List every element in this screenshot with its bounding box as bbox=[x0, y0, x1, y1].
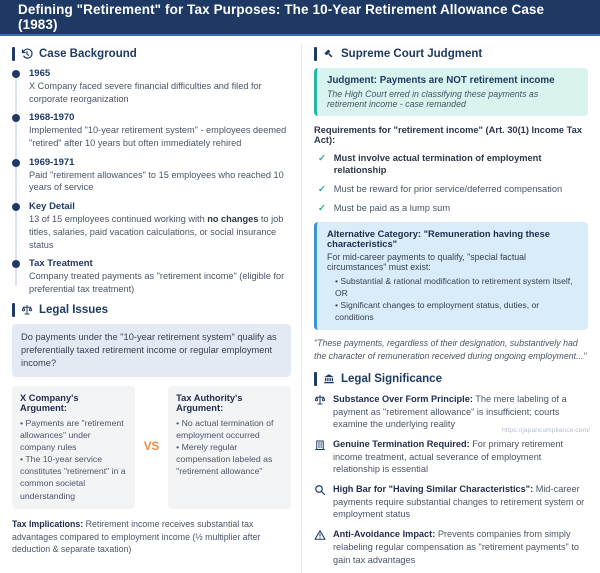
timeline-dot bbox=[12, 70, 20, 78]
requirement-item bbox=[314, 183, 588, 195]
timeline-item bbox=[29, 112, 291, 149]
significance-text: Anti-Avoidance Impact: Prevents companies from simply relabeling regular compensation as "retirement payments" to gain tax advantages bbox=[333, 529, 580, 565]
case-background-header bbox=[12, 47, 291, 61]
section-title: Case Background bbox=[39, 48, 137, 60]
timeline-item-body: Implemented "10-year retirement system" - employees deemed "retired" after 10 years but often immediately rehired bbox=[29, 125, 287, 149]
argument-point: • Merely regular compensation labeled as "retirement allowance" bbox=[176, 441, 283, 478]
timeline-item-body: X Company faced severe financial difficulties and filed for corporate reorganization bbox=[29, 81, 262, 104]
case-timeline bbox=[12, 68, 291, 296]
timeline-item bbox=[29, 258, 291, 295]
timeline-dot bbox=[12, 114, 20, 122]
timeline-dot bbox=[12, 260, 20, 268]
requirement-text: Must be paid as a lump sum bbox=[333, 203, 451, 214]
section-supreme-court-judgment bbox=[314, 47, 588, 363]
timeline-item-title: Key Detail bbox=[29, 201, 75, 213]
title-bar bbox=[0, 0, 600, 36]
section-accent-bar bbox=[314, 47, 317, 61]
emphasized-text: no changes bbox=[207, 214, 259, 225]
section-title: Supreme Court Judgment bbox=[341, 48, 483, 60]
timeline-item-title: 1969-1971 bbox=[29, 156, 75, 168]
content-columns bbox=[0, 36, 600, 565]
argument-point: • No actual termination of employment occurred bbox=[176, 417, 283, 441]
timeline-item-body: 13 of 15 employees continued working with no changes to job titles, salaries, paid vacation calculations, or social insurance status bbox=[29, 214, 284, 250]
timeline-item bbox=[29, 157, 291, 194]
requirement-item bbox=[314, 152, 588, 176]
judgment-subtitle: The High Court erred in classifying these payments as retirement income - case remanded bbox=[327, 89, 539, 109]
requirement-text: Must be reward for prior service/deferred compensation bbox=[333, 184, 563, 195]
timeline-dot bbox=[12, 159, 20, 167]
legal-issues-header bbox=[12, 303, 291, 317]
timeline-item-body: Company treated payments as "retirement income" (eligible for preferential tax treatment) bbox=[29, 271, 285, 294]
scales-icon bbox=[21, 304, 33, 316]
gavel-icon bbox=[323, 48, 335, 60]
tax-implications-label: Tax Implications: bbox=[12, 518, 84, 529]
requirement-item bbox=[314, 202, 588, 214]
building-icon bbox=[314, 439, 326, 451]
section-case-background bbox=[12, 47, 291, 296]
judgment-header bbox=[314, 47, 588, 61]
section-legal-significance bbox=[314, 372, 588, 566]
significance-item bbox=[314, 438, 588, 476]
vs-label: VS bbox=[143, 441, 160, 454]
check-icon: ✓ bbox=[318, 184, 326, 195]
timeline-item-title: 1965 bbox=[29, 68, 51, 79]
significance-item bbox=[314, 393, 588, 431]
significance-text: Substance Over Form Principle: The mere labeling of a payment as "retirement allowance" is insufficient; courts examine the underlying reality bbox=[333, 393, 567, 430]
requirements-heading: Requirements for "retirement income" (Art. 30(1) Income Tax Act): bbox=[314, 125, 582, 145]
judgment-title: Judgment: Payments are NOT retirement income bbox=[327, 75, 555, 86]
bank-icon bbox=[323, 373, 335, 385]
check-icon: ✓ bbox=[318, 153, 326, 163]
timeline-item-title: Tax Treatment bbox=[29, 258, 93, 270]
judgment-result-box bbox=[314, 68, 588, 116]
timeline-item-title: 1968-1970 bbox=[29, 112, 75, 124]
legal-significance-header bbox=[314, 372, 588, 386]
timeline-dot bbox=[12, 203, 20, 211]
company-argument-box bbox=[12, 386, 135, 509]
timeline-item bbox=[29, 68, 291, 105]
timeline-item-body: Paid "retirement allowances" to 15 employees who reached 10 years of service bbox=[29, 169, 284, 193]
argument-point: • Payments are "retirement allowances" under company rules bbox=[20, 417, 127, 454]
section-accent-bar bbox=[12, 303, 15, 317]
alternative-point: • Significant changes to employment status, duties, or conditions bbox=[327, 299, 578, 323]
requirement-text: Must involve actual termination of employment relationship bbox=[333, 153, 542, 176]
left-column bbox=[12, 44, 301, 573]
search-icon bbox=[314, 484, 326, 496]
section-accent-bar bbox=[314, 372, 317, 386]
significance-text: Genuine Termination Required: For primary retirement income treatment, actual severance of employment relationship is essential bbox=[333, 439, 564, 475]
court-quote: "These payments, regardless of their designation, substantively had the character of remuneration received during ongoing employment..." bbox=[314, 338, 587, 362]
alternative-point: • Substantial & rational modification to retirement system itself, OR bbox=[327, 275, 578, 299]
check-icon: ✓ bbox=[318, 203, 326, 214]
timeline-item bbox=[29, 201, 291, 251]
section-title: Legal Issues bbox=[39, 303, 109, 316]
section-legal-issues bbox=[12, 303, 291, 557]
arguments-row bbox=[12, 386, 291, 509]
page-title: Defining "Retirement" for Tax Purposes: The 10-Year Retirement Allowance Case (1983) bbox=[18, 2, 545, 32]
argument-point: • The 10-year service constitutes "retirement" in a common societal understanding bbox=[20, 453, 127, 502]
warning-icon bbox=[314, 529, 326, 541]
company-argument-title: X Company's Argument: bbox=[20, 392, 79, 413]
alternative-category-title: Alternative Category: "Remuneration having these characteristics" bbox=[327, 229, 550, 250]
tax-implications-note: Tax Implications: Retirement income receives substantial tax advantages compared to employment income (½ multiplier after deduction & separate taxation) bbox=[12, 518, 261, 555]
legal-question-box: Do payments under the "10-year retirement system" qualify as preferentially taxed retirement income or regular employment income? bbox=[12, 324, 291, 377]
authority-argument-box bbox=[168, 386, 291, 509]
significance-text: High Bar for "Having Similar Characteristics": Mid-career payments require substantial changes to retirement system or employment status bbox=[333, 484, 585, 520]
right-column bbox=[301, 44, 590, 573]
scales-icon bbox=[314, 394, 326, 406]
section-accent-bar bbox=[12, 47, 15, 61]
authority-argument-title: Tax Authority's Argument: bbox=[176, 392, 243, 413]
significance-item bbox=[314, 483, 588, 521]
source-url-link[interactable]: https://japancompliance.com/ bbox=[501, 427, 590, 434]
significance-item bbox=[314, 528, 588, 566]
section-title: Legal Significance bbox=[341, 372, 442, 385]
alternative-category-box bbox=[314, 222, 588, 330]
history-icon bbox=[21, 48, 33, 60]
alternative-category-intro: For mid-career payments to qualify, "special factual circumstances" must exist: bbox=[327, 252, 527, 273]
